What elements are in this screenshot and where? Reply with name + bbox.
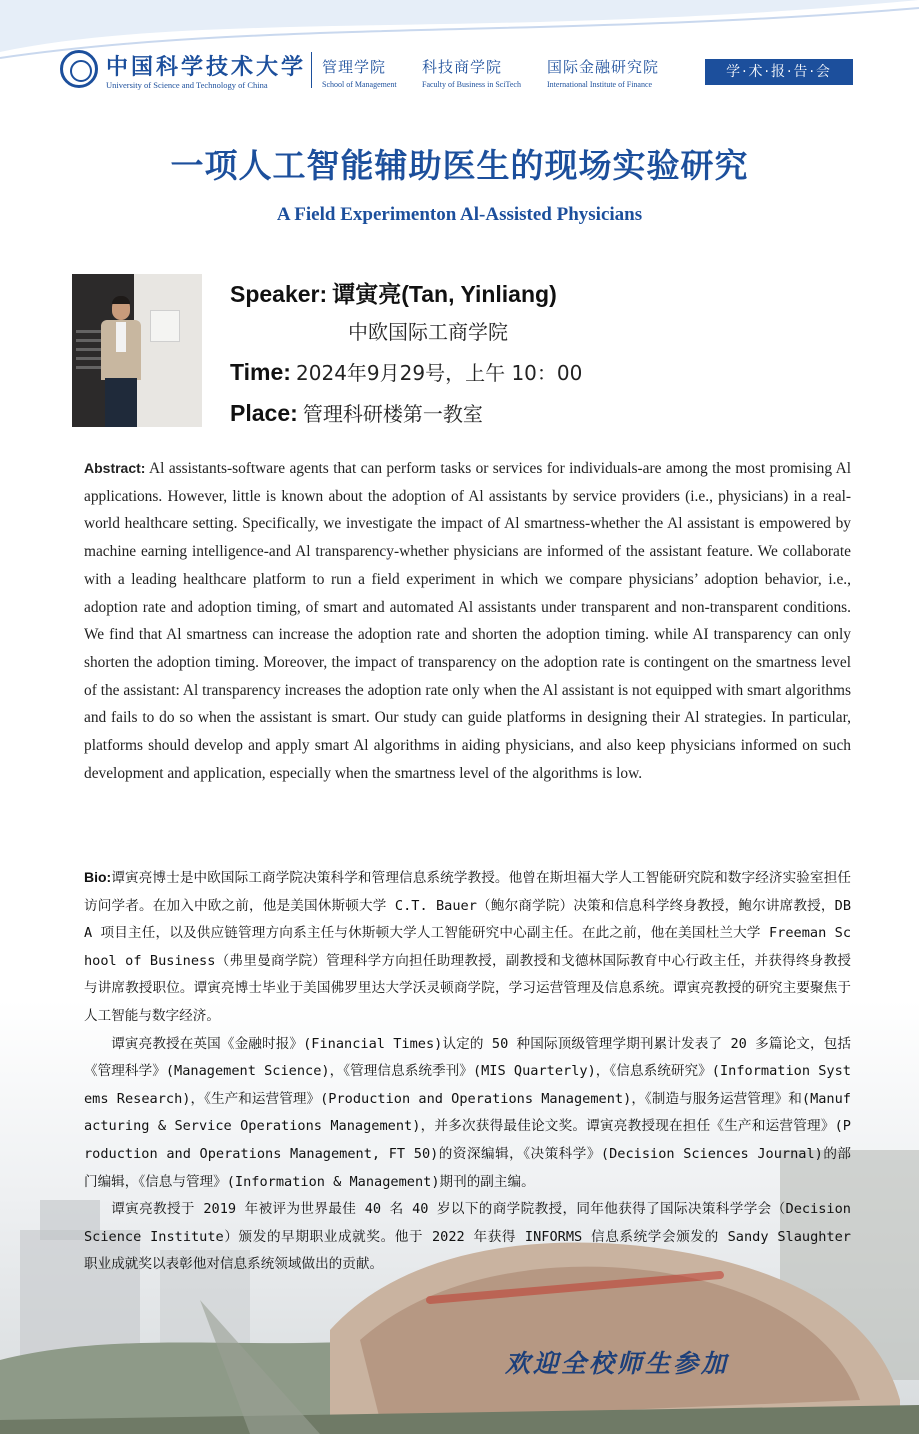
header-divider — [311, 52, 312, 88]
photo-wall-panel — [134, 274, 202, 427]
university-name-en: University of Science and Technology of China — [106, 80, 268, 90]
place-label: Place: — [230, 400, 298, 426]
school-name-en: International Institute of Finance — [547, 80, 653, 89]
speaker-photo — [72, 274, 202, 427]
bio — [84, 864, 851, 1279]
abstract-text: Al assistants-software agents that can perform tasks or services for individuals-are among the most promising Al applications. However, little is known about the adoption of Al assistants by service providers (i.e., physicians) in a real-world healthcare setting. Specifically, we investigate the impact of Al smartness-whether the Al assistant is empowered by machine earning intelligence-and Al transparency-whether physicians are informed of the assistant feature. We collaborate with a leading healthcare platform to run a field experiment in which we compare physicians’ adoption behavior, i.e., adoption rate and adoption timing, of smart and automated Al assistants under transparent and non-transparent conditions. We find that Al smartness can increase the adoption rate and shorten the adoption timing. while AI transparency can only shorten the adoption timing. Moreover, the impact of transparency on the adoption rate is contingent on the smartness level of the assistant: Al transparency increases the adoption rate only when the Al assistant is not equipped with smart algorithms and fails to do so when the assistant is smart. Our study can guide platforms in designing their Al strategies. In particular, platforms should develop and apply smart Al algorithms in aiding physicians, and also keep physicians informed on such development and application, especially when the smartness level of the algorithms is low. — [84, 460, 852, 782]
university-seal-icon — [60, 50, 98, 88]
school-finance — [547, 56, 659, 89]
abstract-label: Abstract: — [84, 460, 146, 476]
speaker-affiliation: 中欧国际工商学院 — [348, 320, 508, 344]
photo-wall-text — [76, 330, 104, 378]
place-line — [230, 398, 483, 427]
photo-person-hair — [112, 296, 130, 304]
bio-paragraph: 谭寅亮教授在英国《金融时报》(Financial Times)认定的 50 种国际顶级管理学期刊累计发表了 20 多篇论文，包括《管理科学》(Management Science)，《管理信息系统季刊》(MIS Quarterly)，《信息系统研究》(Information Systems Research)，《生产和运营管理》(Production and Operations Management)，《制造与服务运营管理》和(Manufacturing & Service Operations Management)，并多次获得最佳论文奖。谭寅亮教授现在担任《生产和运营管理》(Production and Operations Management, FT 50)的资深编辑，《决策科学》(Decision Sciences Journal)的部门编辑，《信息与管理》(Information & Management)期刊的副主编。 — [84, 1035, 851, 1190]
university-name-cn: 中国科学技术大学 — [106, 54, 307, 80]
speaker-label: Speaker: — [230, 281, 328, 307]
time-label: Time: — [230, 359, 291, 385]
bio-label: Bio: — [84, 869, 112, 885]
time-value: 2024年9月29号，上午 10：00 — [296, 361, 583, 385]
school-name-en: School of Management — [322, 80, 397, 89]
school-name-en: Faculty of Business in SciTech — [422, 80, 521, 89]
talk-title-cn: 一项人工智能辅助医生的现场实验研究 — [170, 146, 749, 185]
school-management — [322, 56, 397, 89]
photo-person-legs — [105, 378, 137, 427]
school-name-cn: 管理学院 — [322, 58, 387, 76]
school-name-cn: 科技商学院 — [422, 58, 503, 76]
header — [60, 48, 860, 98]
speaker-line — [230, 276, 557, 309]
time-line — [230, 357, 582, 386]
speaker-name: 谭寅亮(Tan, Yinliang) — [332, 281, 557, 307]
school-name-cn: 国际金融研究院 — [547, 58, 660, 76]
place-value: 管理科研楼第一教室 — [302, 402, 483, 426]
bio-paragraph — [84, 864, 851, 1031]
bio-paragraph-text: 谭寅亮博士是中欧国际工商学院决策科学和管理信息系统学教授。他曾在斯坦福大学人工智能研究院和数字经济实验室担任访问学者。在加入中欧之前，他是美国休斯顿大学 C.T. Bauer（鲍尔商学院）决策和信息科学终身教授，鲍尔讲席教授，DBA 项目主任，以及供应链管理方向系主任与休斯顿大学人工智能研究中心副主任。在此之前，他在美国杜兰大学 Freeman School of Business（弗里曼商学院）管理科学方向担任助理教授，副教授和戈德林国际教育中心行政主任，并获得终身教授与讲席教授职位。谭寅亮博士毕业于美国佛罗里达大学沃灵顿商学院，学习运营管理及信息系统。谭寅亮教授的研究主要聚焦于人工智能与数字经济。 — [84, 870, 851, 1024]
school-business-scitech — [422, 56, 521, 89]
bio-paragraph: 谭寅亮教授于 2019 年被评为世界最佳 40 名 40 岁以下的商学院教授，同年他获得了国际决策科学学会（Decision Science Institute）颁发的早期职业成就奖。他于 2022 年获得 INFORMS 信息系统学会颁发的 Sandy Slaughter 职业成就奖以表彰他对信息系统领域做出的贡献。 — [84, 1201, 851, 1273]
event-type-badge: 学·术·报·告·会 — [705, 59, 853, 85]
abstract — [84, 455, 851, 787]
photo-person-shirt — [116, 322, 126, 352]
talk-title-en: A Field Experimenton Al-Assisted Physicians — [276, 204, 643, 225]
welcome-slogan: 欢迎全校师生参加 — [505, 1349, 730, 1378]
photo-wall-sign — [150, 310, 180, 342]
